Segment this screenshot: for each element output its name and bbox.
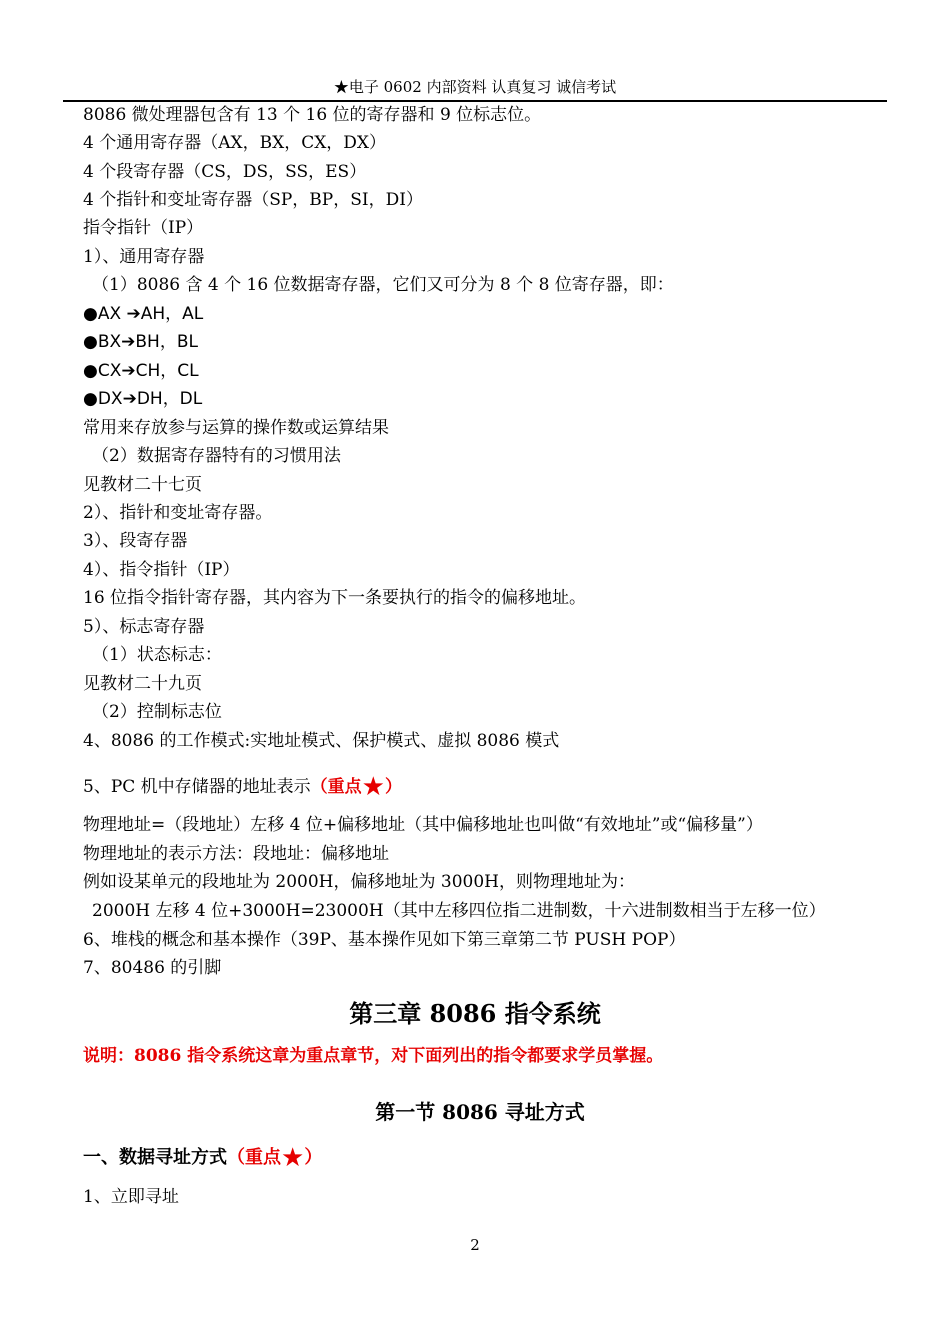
emphasis-close: ）	[304, 1147, 323, 1168]
text-line: 4 个通用寄存器（AX，BX，CX，DX）	[83, 133, 387, 153]
text-line: 5）、标志寄存器	[83, 617, 205, 637]
text-line: 见教材二十九页	[83, 674, 202, 694]
emphasis-open: （重点	[227, 1147, 281, 1168]
text-line: 4 个段寄存器（CS，DS，SS，ES）	[83, 162, 367, 182]
bullet-line: ●CX➔CH，CL	[83, 361, 199, 381]
text-line: 见教材二十七页	[83, 475, 202, 495]
chapter-note: 说明：8086 指令系统这章为重点章节，对下面列出的指令都要求学员掌握。	[83, 1046, 664, 1066]
item-5-line	[83, 773, 402, 801]
text-line: 4）、指令指针（IP）	[83, 560, 240, 580]
section-title: 第一节 8086 寻址方式	[375, 1100, 585, 1124]
header-rule	[63, 100, 887, 102]
text-line: 3）、段寄存器	[83, 531, 188, 551]
text-line: 物理地址=（段地址）左移 4 位+偏移地址（其中偏移地址也叫做“有效地址”或“偏移量”）	[83, 815, 763, 835]
text-line: 例如设某单元的段地址为 2000H，偏移地址为 3000H，则物理地址为：	[83, 872, 635, 892]
text-line: 7、80486 的引脚	[83, 958, 222, 978]
item-1-line: 1、立即寻址	[83, 1187, 179, 1207]
text-line: 物理地址的表示方法：段地址：偏移地址	[83, 844, 389, 864]
star-icon: ★	[281, 1143, 305, 1173]
text-line: 6、堆栈的概念和基本操作（39P、基本操作见如下第三章第二节 PUSH POP）	[83, 930, 686, 950]
text-line: （2）控制标志位	[92, 702, 222, 722]
text-line: 2000H 左移 4 位+3000H=23000H（其中左移四位指二进制数，十六进制数相当于左移一位）	[92, 901, 826, 921]
page-number: 2	[470, 1236, 480, 1254]
chapter-title: 第三章 8086 指令系统	[349, 999, 601, 1028]
text-line: （1）状态标志：	[92, 645, 222, 665]
text-line: 2）、指针和变址寄存器。	[83, 503, 273, 523]
star-icon: ★	[361, 772, 385, 802]
text-line: 4 个指针和变址寄存器（SP，BP，SI，DI）	[83, 190, 423, 210]
text-line: 4、8086 的工作模式:实地址模式、保护模式、虚拟 8086 模式	[83, 731, 560, 751]
bullet-line: ●BX➔BH，BL	[83, 332, 198, 352]
text-line: （2）数据寄存器特有的习惯用法	[92, 446, 341, 466]
text-line: 常用来存放参与运算的操作数或运算结果	[83, 418, 389, 438]
text-line: 8086 微处理器包含有 13 个 16 位的寄存器和 9 位标志位。	[83, 105, 542, 125]
bullet-line: ●AX ➔AH，AL	[83, 304, 204, 324]
item-5-text: 5、PC 机中存储器的地址表示	[83, 777, 311, 797]
subsection-text: 一、数据寻址方式	[83, 1147, 227, 1168]
subsection-heading	[83, 1143, 323, 1173]
text-line: 指令指针（IP）	[83, 218, 204, 238]
page-header: ★电子 0602 内部资料 认真复习 诚信考试	[333, 78, 617, 96]
text-line: （1）8086 含 4 个 16 位数据寄存器，它们又可分为 8 个 8 位寄存器，即：	[92, 275, 674, 295]
emphasis-close: ）	[384, 777, 402, 797]
emphasis-open: （重点	[310, 777, 362, 797]
text-line: 1）、通用寄存器	[83, 247, 205, 267]
bullet-line: ●DX➔DH，DL	[83, 389, 203, 409]
text-line: 16 位指令指针寄存器，其内容为下一条要执行的指令的偏移地址。	[83, 588, 587, 608]
